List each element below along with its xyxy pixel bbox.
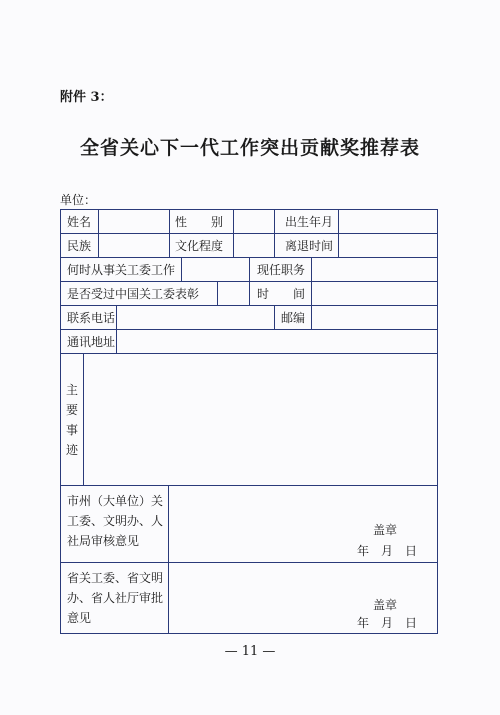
province-review-label: 省关工委、省文明办、省人社厅审批意见 [67, 571, 164, 625]
date-2: 年 月 日 [357, 616, 418, 630]
seal-2: 盖章 [373, 598, 398, 612]
address-label: 通讯地址 [67, 335, 116, 349]
name-label: 姓名 [67, 215, 92, 229]
recommendation-form-table [60, 209, 438, 634]
attachment-label: 附件 3： [60, 90, 113, 105]
deeds-label: 主要事迹 [65, 383, 78, 457]
ethnicity-label: 民族 [67, 239, 92, 253]
retire-time-label: 离退时间 [285, 239, 334, 253]
commended-label: 是否受过中国关工委表彰 [67, 287, 200, 301]
city-review-label: 市州（大单位）关工委、文明办、人社局审核意见 [67, 494, 164, 548]
since-work-label: 何时从事关工委工作 [67, 263, 176, 277]
date-1: 年 月 日 [357, 544, 418, 558]
time-label: 时 间 [257, 287, 306, 301]
gender-label: 性 别 [175, 215, 224, 229]
page-number: — 11 — [224, 644, 276, 659]
education-label: 文化程度 [175, 239, 224, 253]
postcode-label: 邮编 [281, 311, 306, 325]
phone-label: 联系电话 [67, 311, 116, 325]
unit-label: 单位： [60, 193, 97, 207]
birth-label: 出生年月 [285, 215, 334, 229]
form-title: 全省关心下一代工作突出贡献奖推荐表 [79, 137, 420, 159]
seal-1: 盖章 [373, 523, 398, 537]
current-position-label: 现任职务 [257, 263, 306, 277]
